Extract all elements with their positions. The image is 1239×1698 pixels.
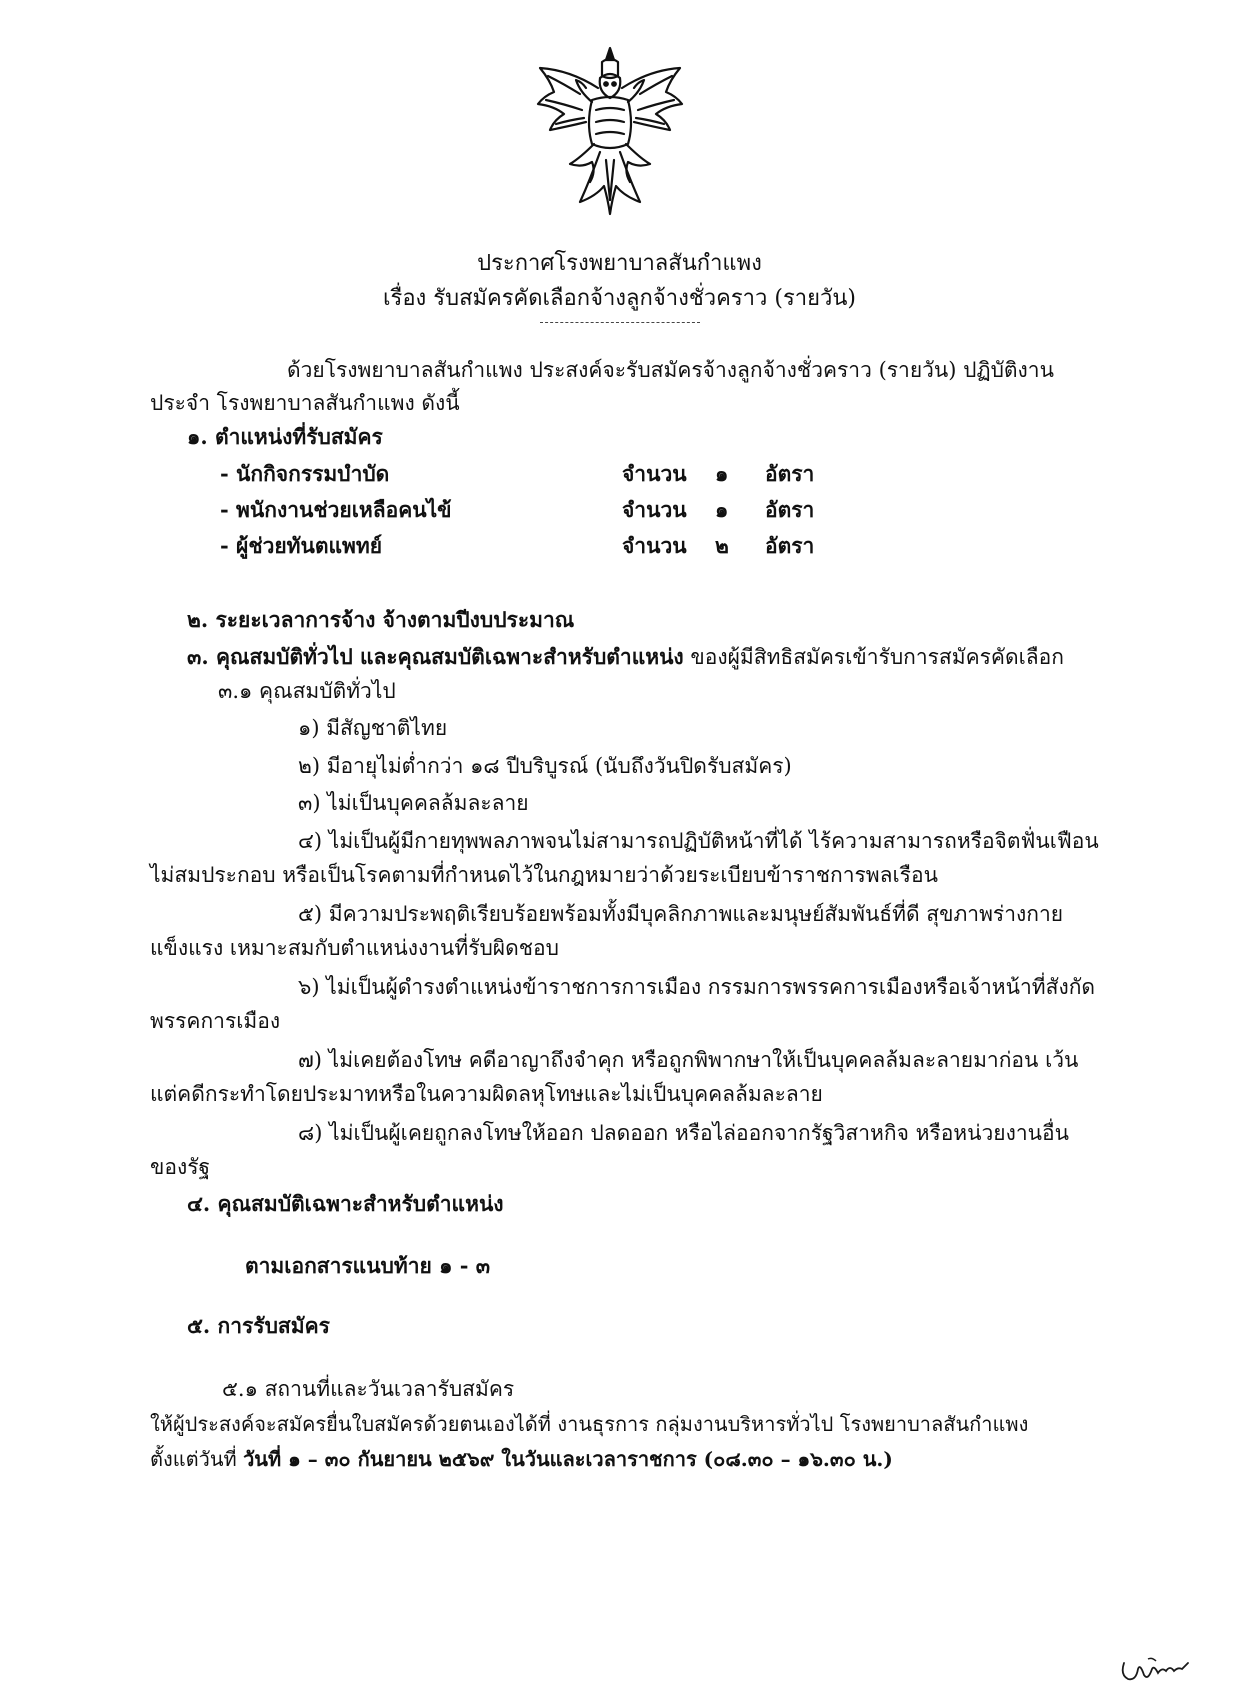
section-4-body: ตามเอกสารแนบท้าย ๑ - ๓ <box>245 1253 491 1278</box>
section-3-heading <box>187 641 1064 674</box>
header-divider <box>540 322 700 323</box>
position-unit: อัตรา <box>765 497 815 522</box>
position-unit: อัตรา <box>765 533 815 558</box>
position-count: ๒ <box>715 533 729 558</box>
qualification-item-4: ๔) ไม่เป็นผู้มีกายทุพพลภาพจนไม่สามารถปฏิบัติหน้าที่ได้ ไร้ความสามารถหรือจิตฟั่นเฟือน <box>298 829 1099 853</box>
handwritten-signature <box>1118 1655 1193 1685</box>
signature-scribble <box>1118 1655 1193 1685</box>
garuda-emblem <box>530 40 690 220</box>
qualification-item-5-cont: แข็งแรง เหมาะสมกับตำแหน่งงานที่รับผิดชอบ <box>150 936 559 960</box>
qualification-item-5: ๕) มีความประพฤติเรียบร้อยพร้อมทั้งมีบุคลิกภาพและมนุษย์สัมพันธ์ที่ดี สุขภาพร่างกาย <box>298 902 1064 926</box>
qualification-item-3: ๓) ไม่เป็นบุคคลล้มละลาย <box>298 791 529 815</box>
section-3-heading-bold: ๓. คุณสมบัติทั่วไป และคุณสมบัติเฉพาะสำหรับตำแหน่ง <box>187 644 684 669</box>
position-count: ๑ <box>715 461 729 486</box>
section-5-heading: ๕. การรับสมัคร <box>187 1313 330 1338</box>
position-count: ๑ <box>715 497 729 522</box>
garuda-emblem-graphic <box>530 40 690 220</box>
intro-line-1: ด้วยโรงพยาบาลสันกำแพง ประสงค์จะรับสมัครจ้างลูกจ้างชั่วคราว (รายวัน) ปฏิบัติงาน <box>287 358 1054 382</box>
section-5-line-1: ให้ผู้ประสงค์จะสมัครยื่นใบสมัครด้วยตนเองได้ที่ งานธุรการ กลุ่มงานบริหารทั่วไป โรงพยาบาลสันกำแพง <box>150 1412 1029 1436</box>
position-row <box>220 458 860 488</box>
position-count-label: จำนวน <box>622 497 687 522</box>
section-1-heading: ๑. ตำแหน่งที่รับสมัคร <box>187 424 383 449</box>
position-name: - ผู้ช่วยทันตแพทย์ <box>220 533 383 558</box>
section-5-line-2 <box>150 1443 893 1475</box>
section-4-heading: ๔. คุณสมบัติเฉพาะสำหรับตำแหน่ง <box>187 1191 504 1216</box>
position-unit: อัตรา <box>765 461 815 486</box>
qualification-item-1: ๑) มีสัญชาติไทย <box>298 716 448 740</box>
qualification-item-4-cont: ไม่สมประกอบ หรือเป็นโรคตามที่กำหนดไว้ในกฎหมายว่าด้วยระเบียบข้าราชการพลเรือน <box>150 863 938 887</box>
qualification-item-8-cont: ของรัฐ <box>150 1155 211 1179</box>
section-3-1-heading: ๓.๑ คุณสมบัติทั่วไป <box>218 679 396 703</box>
qualification-item-2: ๒) มีอายุไม่ต่ำกว่า ๑๘ ปีบริบูรณ์ (นับถึงวันปิดรับสมัคร) <box>298 754 792 778</box>
announcement-subject: เรื่อง รับสมัครคัดเลือกจ้างลูกจ้างชั่วคราว (รายวัน) <box>383 286 856 311</box>
section-5-date-range: วันที่ ๑ – ๓๐ กันยายน ๒๕๖๙ ในวันและเวลาราชการ (๐๘.๓๐ – ๑๖.๓๐ น.) <box>243 1447 893 1471</box>
qualification-item-7: ๗) ไม่เคยต้องโทษ คดีอาญาถึงจำคุก หรือถูกพิพากษาให้เป็นบุคคลล้มละลายมาก่อน เว้น <box>298 1048 1079 1072</box>
section-2-heading: ๒. ระยะเวลาการจ้าง จ้างตามปีงบประมาณ <box>187 607 575 632</box>
announcement-title: ประกาศโรงพยาบาลสันกำแพง <box>477 251 762 276</box>
position-row <box>220 494 860 524</box>
position-count-label: จำนวน <box>622 461 687 486</box>
intro-line-2: ประจำ โรงพยาบาลสันกำแพง ดังนี้ <box>150 391 460 415</box>
section-5-1-heading: ๕.๑ สถานที่และวันเวลารับสมัคร <box>222 1377 515 1401</box>
position-row <box>220 530 860 560</box>
qualification-item-6: ๖) ไม่เป็นผู้ดำรงตำแหน่งข้าราชการการเมือง กรรมการพรรคการเมืองหรือเจ้าหน้าที่สังกัด <box>298 975 1096 999</box>
position-count-label: จำนวน <box>622 533 687 558</box>
qualification-item-7-cont: แต่คดีกระทำโดยประมาทหรือในความผิดลหุโทษและไม่เป็นบุคคลล้มละลาย <box>150 1082 823 1106</box>
qualification-item-6-cont: พรรคการเมือง <box>150 1009 281 1033</box>
section-3-heading-rest: ของผู้มีสิทธิสมัครเข้ารับการสมัครคัดเลือก <box>683 645 1064 669</box>
qualification-item-8: ๘) ไม่เป็นผู้เคยถูกลงโทษให้ออก ปลดออก หรือไล่ออกจากรัฐวิสาหกิจ หรือหน่วยงานอื่น <box>298 1121 1069 1145</box>
position-name: - นักกิจกรรมบำบัด <box>220 461 390 486</box>
section-5-line-2-prefix: ตั้งแต่วันที่ <box>150 1447 244 1471</box>
position-name: - พนักงานช่วยเหลือคนไข้ <box>220 497 452 522</box>
